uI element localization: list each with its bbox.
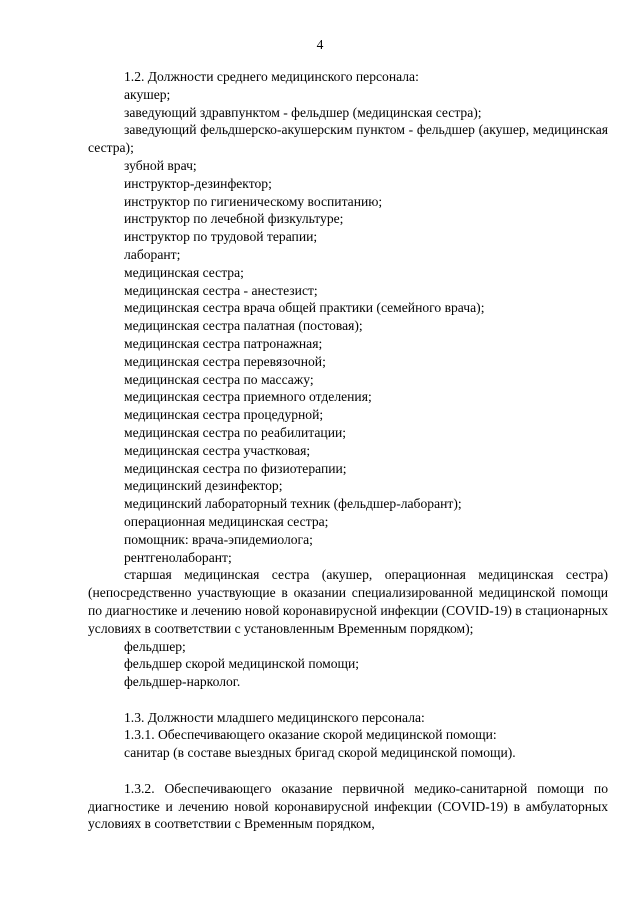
list-item: заведующий фельдшерско-акушерским пунктом - фельдшер (акушер, медицинская сестра); bbox=[88, 122, 608, 156]
list-item: операционная медицинская сестра; bbox=[124, 513, 329, 529]
list-item: лаборант; bbox=[124, 246, 181, 262]
list-item: инструктор по гигиеническому воспитанию; bbox=[124, 193, 383, 209]
list-item: старшая медицинская сестра (акушер, операционная медицинская сестра) (непосредственно участвующие в оказании специализированной медицинской помощи по диагностике и лечению новой коронавирусной инфекции (COVID-19) в стационарных условиях в соответствии с установленным Временным порядком); bbox=[88, 567, 608, 636]
list-item: медицинская сестра участковая; bbox=[124, 442, 311, 458]
list-item: санитар (в составе выездных бригад скорой медицинской помощи). bbox=[124, 745, 516, 761]
list-item: медицинская сестра; bbox=[124, 264, 244, 280]
list-item: акушер; bbox=[124, 86, 171, 102]
list-item: фельдшер скорой медицинской помощи; bbox=[124, 656, 360, 672]
list-item: медицинский дезинфектор; bbox=[124, 478, 283, 494]
list-item: медицинская сестра палатная (постовая); bbox=[124, 318, 363, 334]
list-item: медицинская сестра перевязочной; bbox=[124, 353, 326, 369]
list-item: инструктор по лечебной физкультуре; bbox=[124, 211, 344, 227]
list-item: фельдшер; bbox=[124, 638, 186, 654]
list-item: медицинская сестра процедурной; bbox=[124, 407, 324, 423]
section-heading-1-2: 1.2. Должности среднего медицинского персонала: bbox=[124, 69, 419, 84]
list-item: медицинская сестра приемного отделения; bbox=[124, 389, 372, 405]
list-item: заведующий здравпунктом - фельдшер (медицинская сестра); bbox=[124, 104, 482, 120]
list-item: медицинская сестра по массажу; bbox=[124, 371, 314, 387]
list-item: инструктор по трудовой терапии; bbox=[124, 229, 318, 245]
list-item: медицинская сестра по физиотерапии; bbox=[124, 460, 347, 476]
list-item: медицинская сестра врача общей практики (семейного врача); bbox=[124, 300, 485, 316]
list-item: инструктор-дезинфектор; bbox=[124, 175, 272, 191]
subsection-heading-1-3-1: 1.3.1. Обеспечивающего оказание скорой медицинской помощи: bbox=[124, 727, 497, 743]
subsection-paragraph-1-3-2: 1.3.2. Обеспечивающего оказание первичной медико-санитарной помощи по диагностике и лечению новой коронавирусной инфекции (COVID-19) в амбулаторных условиях в соответствии с Временным порядком, bbox=[88, 780, 608, 832]
document-body bbox=[88, 68, 608, 833]
spacer bbox=[88, 691, 608, 709]
list-item: фельдшер-нарколог. bbox=[124, 674, 241, 690]
spacer bbox=[88, 762, 608, 780]
page-number: 4 bbox=[316, 37, 324, 52]
list-item: медицинская сестра патронажная; bbox=[124, 335, 323, 351]
list-item: медицинская сестра - анестезист; bbox=[124, 282, 318, 298]
section-heading-1-3: 1.3. Должности младшего медицинского персонала: bbox=[124, 709, 425, 725]
list-item: медицинский лабораторный техник (фельдшер-лаборант); bbox=[124, 496, 462, 512]
list-item: помощник: врача-эпидемиолога; bbox=[124, 531, 313, 547]
list-item: рентгенолаборант; bbox=[124, 549, 232, 565]
list-item: зубной врач; bbox=[124, 157, 197, 173]
list-item: медицинская сестра по реабилитации; bbox=[124, 424, 347, 440]
